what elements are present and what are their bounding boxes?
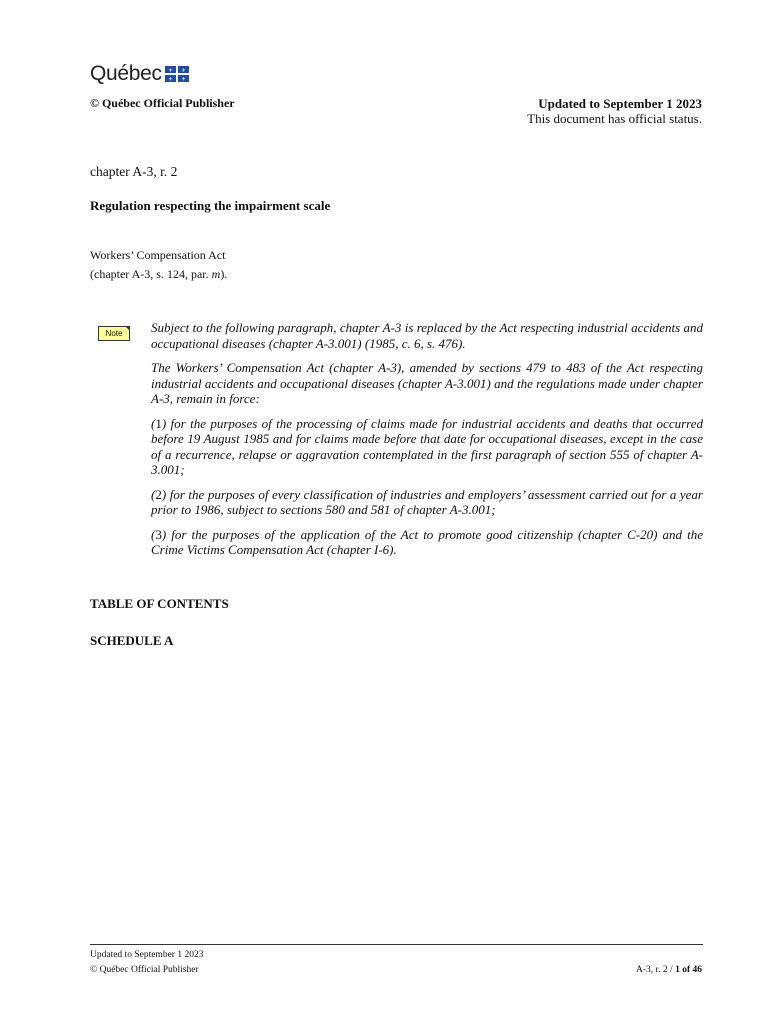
note-item-1: (1) for the purposes of the processing of claims made for industrial accidents and deaths that occurred before 19 August 1985 and for claims made before that date for occupational diseases, except in the case of a recurrence, relapse or aggravation contemplated in the first paragraph of section 555 of chapter A-3.001;: [151, 415, 703, 477]
official-status: This document has official status.: [527, 111, 702, 126]
regulation-title: Regulation respecting the impairment scale: [90, 198, 331, 213]
footer-page-of: of: [679, 965, 693, 975]
logo-wordmark: Québec: [90, 62, 162, 85]
svg-text:⚜: ⚜: [168, 76, 173, 82]
footer-page-number: [636, 965, 702, 975]
table-of-contents-link[interactable]: TABLE OF CONTENTS: [90, 596, 229, 611]
quebec-flag-icon: [165, 66, 189, 82]
footer-divider: [90, 944, 703, 945]
enabling-act-name: Workers’ Compensation Act: [90, 248, 226, 262]
note-item-number: 2: [155, 486, 162, 502]
note-item-number: 3: [155, 526, 162, 542]
footer-publisher: © Québec Official Publisher: [90, 965, 199, 975]
footer-updated: Updated to September 1 2023: [90, 950, 204, 960]
schedule-a-link[interactable]: SCHEDULE A: [90, 633, 174, 648]
note-item-3: (3) for the purposes of the application of the Act to promote good citizenship (chapter C-20) and the Crime Victims Compensation Act (chapter I-6).: [151, 526, 703, 557]
quebec-logo: [90, 62, 189, 86]
note-paragraph-1: Subject to the following paragraph, chapter A-3 is replaced by the Act respecting industrial accidents and occupational diseases (chapter A-3.001) (1985, c. 6, s. 476).: [151, 320, 703, 351]
svg-text:⚜: ⚜: [181, 76, 186, 82]
act-ref-paragraph: m: [211, 267, 221, 281]
updated-date-header: Updated to September 1 2023: [538, 96, 702, 111]
note-paragraph-2: The Workers’ Compensation Act (chapter A-3), amended by sections 479 to 483 of the Act respecting industrial accidents and occupational diseases (chapter A-3.001) and the regulations made under chapter A-3, remain in force:: [151, 360, 703, 406]
svg-text:⚜: ⚜: [168, 68, 173, 74]
note-item-2: (2) for the purposes of every classification of industries and employers’ assessment carried out for a year prior to 1986, subject to sections 580 and 581 of chapter A-3.001;: [151, 486, 703, 517]
note-item-number: 1: [155, 415, 162, 431]
enabling-act-reference: [90, 267, 227, 282]
note-body: [151, 320, 703, 567]
chapter-reference: chapter A-3, r. 2: [90, 164, 178, 179]
act-ref-prefix: (chapter A-3, s. 124, par.: [90, 267, 212, 281]
footer-page-prefix: A-3, r. 2 /: [636, 965, 676, 975]
footer-page-total: 46: [692, 965, 702, 975]
note-item-text: for the purposes of the processing of claims made for industrial accidents and deaths that occurred before 19 August 1985 and for claims made before that date for occupational diseases, except in the case of a recurrence, relapse or aggravation contemplated in the first paragraph of section 555 of chapter A-3.001;: [151, 415, 703, 477]
note-icon[interactable]: Note: [98, 326, 130, 341]
footer-page-current: 1: [675, 965, 680, 975]
svg-text:⚜: ⚜: [181, 68, 186, 74]
publisher-header: © Québec Official Publisher: [90, 96, 235, 110]
act-ref-suffix: ).: [220, 267, 228, 281]
note-item-text: for the purposes of every classification of industries and employers’ assessment carried out for a year prior to 1986, subject to sections 580 and 581 of chapter A-3.001;: [151, 486, 703, 517]
note-item-text: for the purposes of the application of the Act to promote good citizenship (chapter C-20) and the Crime Victims Compensation Act (chapter I-6).: [151, 526, 703, 557]
